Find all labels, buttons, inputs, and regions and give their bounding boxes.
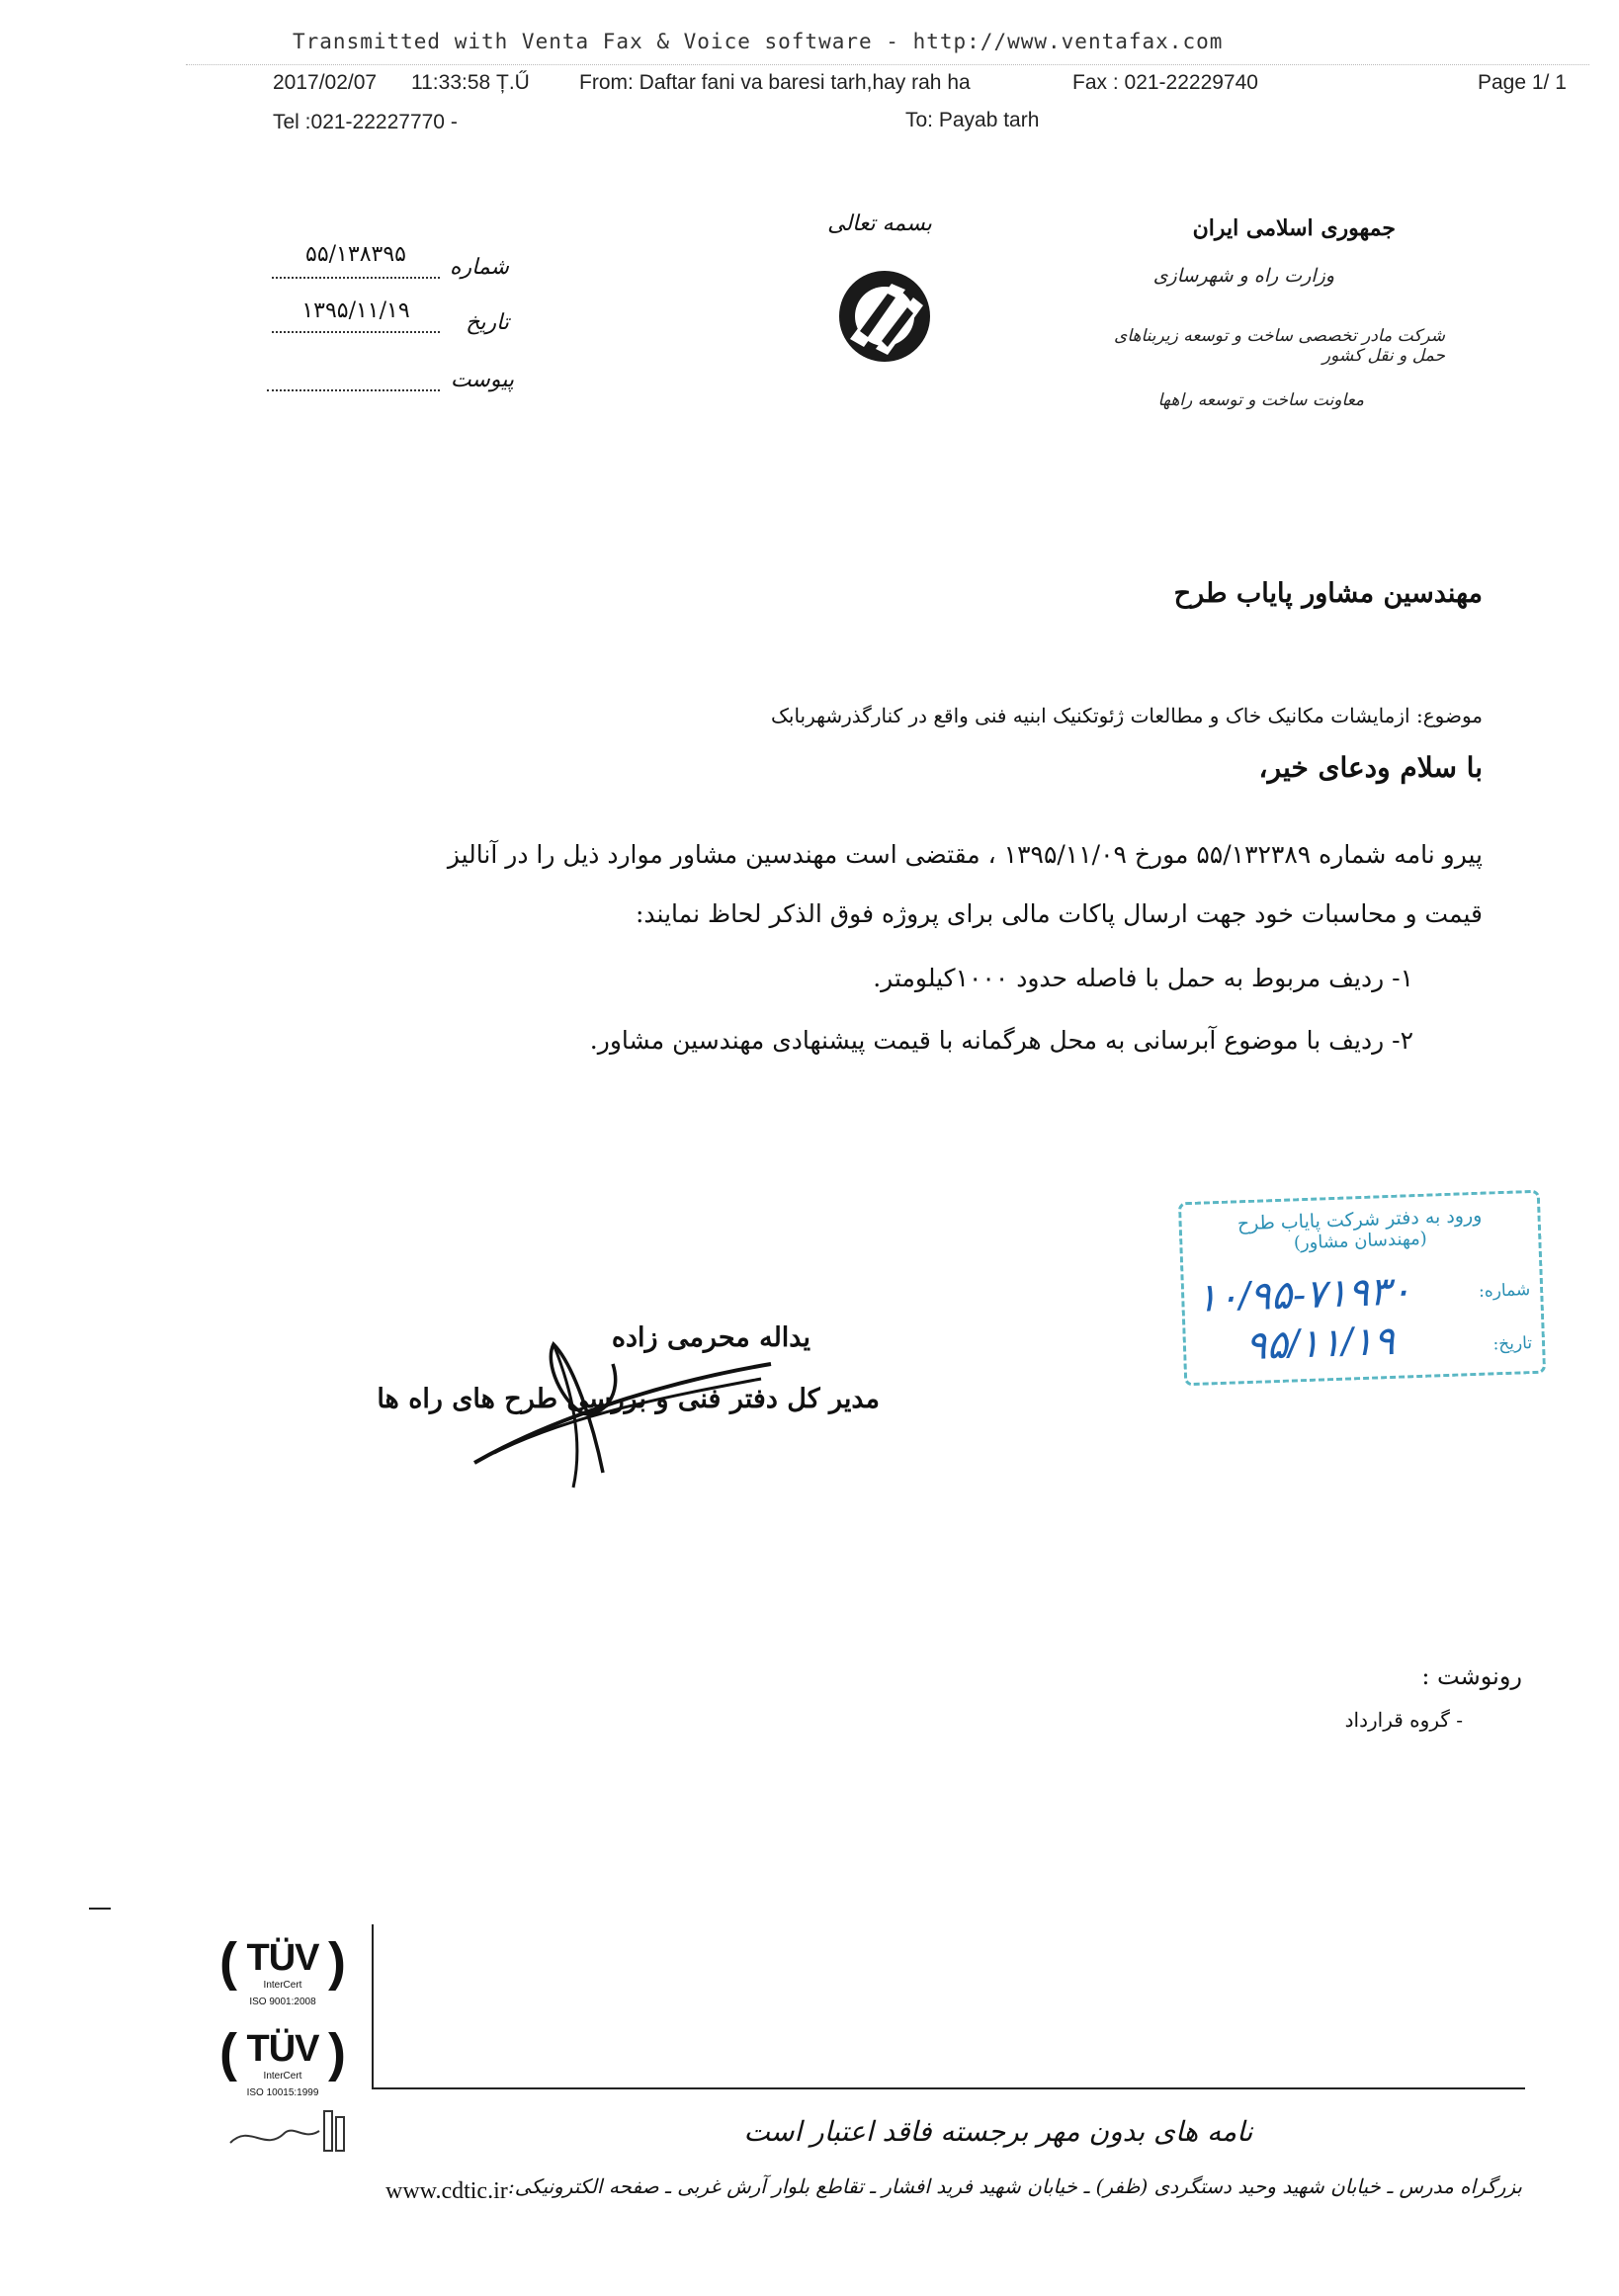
receipt-stamp bbox=[1178, 1190, 1546, 1387]
stamp-subtitle: (مهندسان مشاور) bbox=[1293, 1228, 1428, 1254]
recipient: مهندسین مشاور پایاب طرح bbox=[1173, 578, 1483, 609]
bismillah: بسمه تعالی bbox=[827, 212, 932, 236]
fax-banner-rule bbox=[186, 64, 1589, 65]
stamp-number-label: شماره: bbox=[1478, 1280, 1531, 1302]
subject: موضوع: ازمایشات مکانیک خاک و مطالعات ژئوتکنیک ابنیه فنی واقع در کنارگذرشهربابک bbox=[771, 704, 1483, 727]
cc-item: - گروه قرارداد bbox=[1344, 1708, 1463, 1732]
footer-website: www.cdtic.ir bbox=[385, 2178, 508, 2204]
organization-logo bbox=[830, 262, 939, 371]
tuv-bottom-logo-text: TÜV bbox=[246, 2028, 319, 2070]
body-paragraph-line-1: پیرو نامه شماره ۵۵/۱۳۲۳۸۹ مورخ ۱۳۹۵/۱۱/۰۹ ، مقتضی است مهندسین مشاور موارد ذیل را در آنالیز bbox=[447, 840, 1483, 869]
letter-date: ۱۳۹۵/۱۱/۱۹ bbox=[301, 298, 410, 323]
number-label: شماره bbox=[449, 255, 509, 280]
footer-frame bbox=[372, 1924, 1525, 2089]
fax-from: From: Daftar fani va baresi tarh,hay rah ha bbox=[579, 71, 971, 94]
company-name: شرکت مادر تخصصی ساخت و توسعه زیربناهای حمل و نقل کشور bbox=[1114, 326, 1445, 366]
attachment-dotted-line bbox=[267, 360, 440, 391]
greeting: با سلام ودعای خیر، bbox=[1258, 751, 1483, 784]
stamp-date: ۹۵/۱۱/۱۹ bbox=[1244, 1318, 1396, 1369]
tuv-bottom-sub: InterCert bbox=[263, 2071, 302, 2082]
company-signature-mark-icon bbox=[225, 2103, 354, 2158]
signatory-name: یداله محرمی زاده bbox=[611, 1322, 810, 1353]
republic-title: جمهوری اسلامی ایران bbox=[1192, 215, 1396, 241]
handwritten-signature bbox=[455, 1324, 791, 1492]
fax-to: To: Payab tarh bbox=[905, 109, 1040, 131]
body-paragraph-line-2: قیمت و محاسبات خود جهت ارسال پاکات مالی برای پروژه فوق الذکر لحاظ نمایند: bbox=[635, 899, 1483, 928]
letter-number: ۵۵/۱۳۸۳۹۵ bbox=[305, 242, 406, 267]
footer-note: نامه های بدون مهر برجسته فاقد اعتبار است bbox=[743, 2115, 1253, 2148]
fax-date: 2017/02/07 bbox=[273, 71, 378, 94]
logo-emblem-icon bbox=[830, 262, 939, 371]
fax-number: Fax : 021-22229740 bbox=[1072, 71, 1258, 94]
tuv-certification-top: ( ) TÜV InterCert ISO 9001:2008 bbox=[219, 1932, 346, 2007]
ministry-name: وزارت راه و شهرسازی bbox=[1152, 265, 1334, 287]
margin-mark bbox=[89, 1908, 111, 1910]
fax-time: 11:33:58 Ț.Ű bbox=[411, 71, 530, 94]
department-name: معاونت ساخت و توسعه راهها bbox=[1157, 390, 1364, 410]
body-item-1: ۱- ردیف مربوط به حمل با فاصله حدود ۱۰۰۰کیلومتر. bbox=[873, 964, 1413, 992]
footer-address: بزرگراه مدرس ـ خیابان شهید وحید دستگردی (ظفر) ـ خیابان شهید فرید افشار ـ تقاطع بلوار آرش غربی ـ صفحه الکترونیکی: bbox=[507, 2174, 1522, 2198]
fax-tel: Tel :021-22227770 - bbox=[273, 111, 458, 133]
fax-page: Page 1/ 1 bbox=[1478, 71, 1567, 94]
tuv-bottom-standard: ISO 10015:1999 bbox=[246, 2087, 319, 2098]
cc-label: رونوشت : bbox=[1421, 1662, 1522, 1690]
date-label: تاریخ bbox=[466, 310, 509, 335]
fax-banner: Transmitted with Venta Fax & Voice software - http://www.ventafax.com bbox=[293, 30, 1224, 53]
stamp-number: ۱۰/۹۵-۷۱۹۳۰ bbox=[1195, 1269, 1412, 1320]
tuv-top-standard: ISO 9001:2008 bbox=[249, 1997, 316, 2007]
tuv-top-logo-text: TÜV bbox=[246, 1937, 319, 1979]
signatory-title: مدیر کل دفتر فنی و بررسی طرح های راه ها bbox=[377, 1384, 880, 1414]
tuv-top-sub: InterCert bbox=[263, 1980, 302, 1991]
body-item-2: ۲- ردیف با موضوع آبرسانی به محل هرگمانه با قیمت پیشنهادی مهندسین مشاور. bbox=[589, 1026, 1413, 1055]
stamp-date-label: تاریخ: bbox=[1492, 1333, 1533, 1355]
tuv-certification-bottom: ( ) TÜV InterCert ISO 10015:1999 bbox=[219, 2023, 346, 2098]
attachment-label: پیوست bbox=[450, 368, 514, 392]
stamp-title: ورود به دفتر شرکت پایاب طرح bbox=[1236, 1204, 1483, 1235]
